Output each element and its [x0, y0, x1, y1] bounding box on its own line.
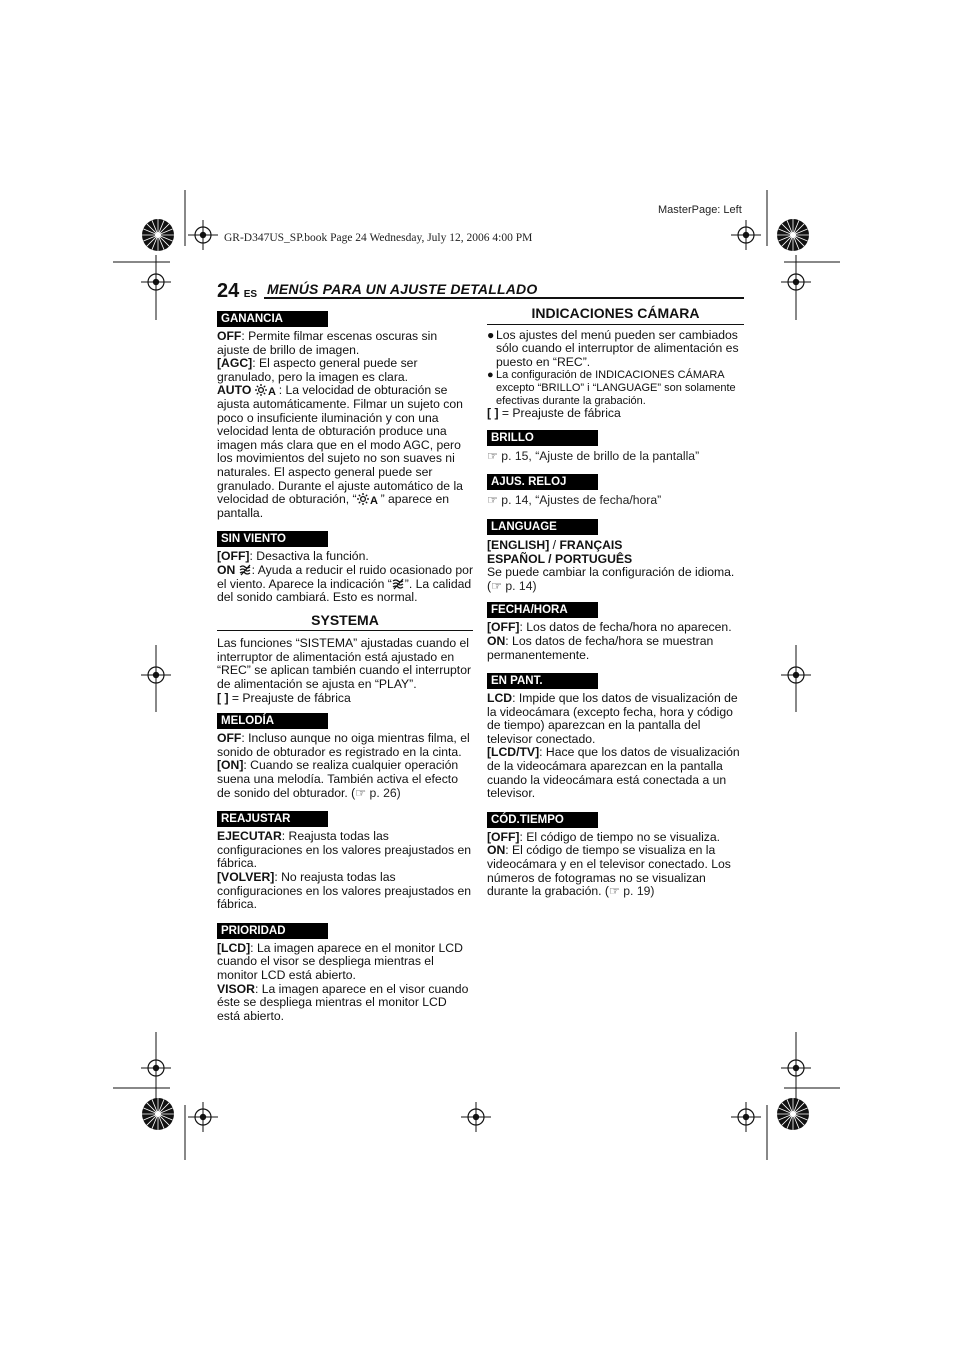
brillo-page-ref: ☞ p. 15, “Ajuste de brillo de la pantalla” — [487, 448, 700, 463]
page-title: MENÚS PARA UN AJUSTE DETALLADO — [267, 281, 538, 297]
section-bar-brillo: BRILLO — [487, 430, 598, 446]
language-description: Se puede cambiar la configuración de idioma. (☞ p. 14) — [487, 565, 735, 593]
page-header — [217, 280, 257, 303]
reajustar-volver: [VOLVER]: No reajusta todas las configuraciones en los valores preajustados en fábrica. — [217, 870, 472, 912]
section-bar-ajus-reloj: AJUS. RELOJ — [487, 474, 598, 490]
sin-viento-off: [OFF]: Desactiva la función. — [217, 549, 369, 564]
cod-tiempo-on: ON: El código de tiempo se visualiza en la videocámara y en el televisor conectado. Los números de fotogramas no se visualizan durante la grabación. (☞ p. 19) — [487, 843, 731, 899]
section-bar-sin-viento: SIN VIENTO — [217, 531, 328, 547]
book-info-line: GR-D347US_SP.book Page 24 Wednesday, July 12, 2006 4:00 PM — [224, 232, 533, 244]
section-bar-language: LANGUAGE — [487, 519, 598, 535]
page-number: 24 — [217, 280, 240, 302]
svg-text:A: A — [369, 495, 378, 506]
melodia-page-ref: ☞ p. 26) — [355, 785, 401, 800]
reajustar-ejecutar: EJECUTAR: Reajusta todas las configuraciones en los valores preajustados en fábrica. — [217, 829, 472, 871]
section-heading-indicaciones: INDICACIONES CÁMARA — [487, 307, 744, 325]
right-column — [487, 307, 744, 899]
language-options-line-1: [ENGLISH] / FRANÇAIS — [487, 537, 623, 552]
prioridad-visor: VISOR: La imagen aparece en el visor cuando éste se despliega mientras el monitor LCD está abierto. — [217, 981, 469, 1023]
section-bar-en-pant: EN PANT. — [487, 673, 598, 689]
ajus-reloj-page-ref: ☞ p. 14, “Ajustes de fecha/hora” — [487, 493, 662, 508]
section-bar-reajustar: REAJUSTAR — [217, 811, 328, 827]
ganancia-off: OFF: Permite filmar escenas oscuras sin ajuste de brillo de imagen. — [217, 329, 438, 357]
auto-shutter-icon — [357, 493, 381, 505]
sin-viento-on: ON : Ayuda a reducir el ruido ocasionado por el viento. Aparece la indicación “ ”. La calidad del sonido cambiará. Esto es normal. — [217, 562, 473, 605]
section-bar-cod-tiempo: CÓD.TIEMPO — [487, 812, 598, 828]
ganancia-agc: [AGC]: El aspecto general puede ser granulado, pero la imagen es clara. — [217, 356, 418, 384]
wind-cut-icon — [239, 564, 252, 576]
section-bar-prioridad: PRIORIDAD — [217, 923, 328, 939]
systema-factory-note: [ ] = Preajuste de fábrica — [217, 690, 351, 705]
ganancia-auto: AUTO A : La velocidad de obturación se ajusta automáticamente. Filmar un sujeto con poco o insuficiente iluminación y con una velocidad lenta de obturación produce una imagen más clara que en el modo AGC, pero los movimientos del sujeto no son suaves ni naturales. El aspecto general puede ser granulado. Durante el ajuste automático de la velocidad de obturación, “ A ” aparece en pantalla. — [217, 383, 463, 520]
melodia-off: OFF: Incluso aunque no oiga mientras filma, el sonido de obturador es registrado en la cinta. — [217, 731, 470, 759]
fecha-hora-off: [OFF]: Los datos de fecha/hora no aparecen. — [487, 620, 732, 635]
fecha-hora-on: ON: Los datos de fecha/hora se muestran permanentemente. — [487, 633, 714, 662]
language-code: ES — [243, 289, 258, 300]
cod-tiempo-off: [OFF]: El código de tiempo no se visualiza. — [487, 829, 721, 844]
indicaciones-bullet-1: ● Los ajustes del menú pueden ser cambiados sólo cuando el interruptor de alimentación es puesto en “REC”. — [487, 327, 739, 369]
en-pant-lcd: LCD: Impide que los datos de visualización de la videocámara (excepto fecha, hora y código de tiempo) aparezcan en la pantalla del televisor conectado. — [487, 691, 738, 746]
header-rule — [264, 297, 744, 299]
section-bar-melodia: MELODÍA — [217, 713, 328, 729]
melodia-on: [ON]: Cuando se realiza cualquier operación suena una melodía. También activa el efecto de sonido del obturador. (☞ p. 26) — [217, 758, 459, 800]
auto-shutter-icon — [255, 384, 279, 396]
wind-cut-icon — [392, 578, 405, 590]
svg-text:A: A — [267, 386, 276, 397]
master-page-label: MasterPage: Left — [658, 204, 742, 216]
language-options-line-2: ESPAÑOL / PORTUGUÊS — [487, 551, 633, 566]
left-column — [217, 311, 473, 1023]
section-heading-systema: SYSTEMA — [217, 614, 473, 632]
systema-intro: Las funciones “SISTEMA” ajustadas cuando el interruptor de alimentación está ajustado en “REC” se aplican también cuando el interruptor de alimentación se ajusta en “PLAY”. — [217, 636, 472, 692]
prioridad-lcd: [LCD]: La imagen aparece en el monitor LCD cuando el visor se despliega mientras el monitor LCD está abierto. — [217, 940, 463, 982]
indicaciones-bullet-2: ● La configuración de INDICACIONES CÁMARA excepto “BRILLO” i “LANGUAGE” son solamente efectivas durante la grabación. — [487, 369, 736, 407]
section-bar-fecha-hora: FECHA/HORA — [487, 602, 598, 618]
en-pant-lcdtv: [LCD/TV]: Hace que los datos de visualización de la videocámara aparezcan en la pantalla cuando la videocámara está conectada a un televisor. — [487, 745, 740, 801]
indicaciones-factory-note: [ ] = Preajuste de fábrica — [487, 406, 621, 421]
section-bar-ganancia: GANANCIA — [217, 311, 328, 327]
